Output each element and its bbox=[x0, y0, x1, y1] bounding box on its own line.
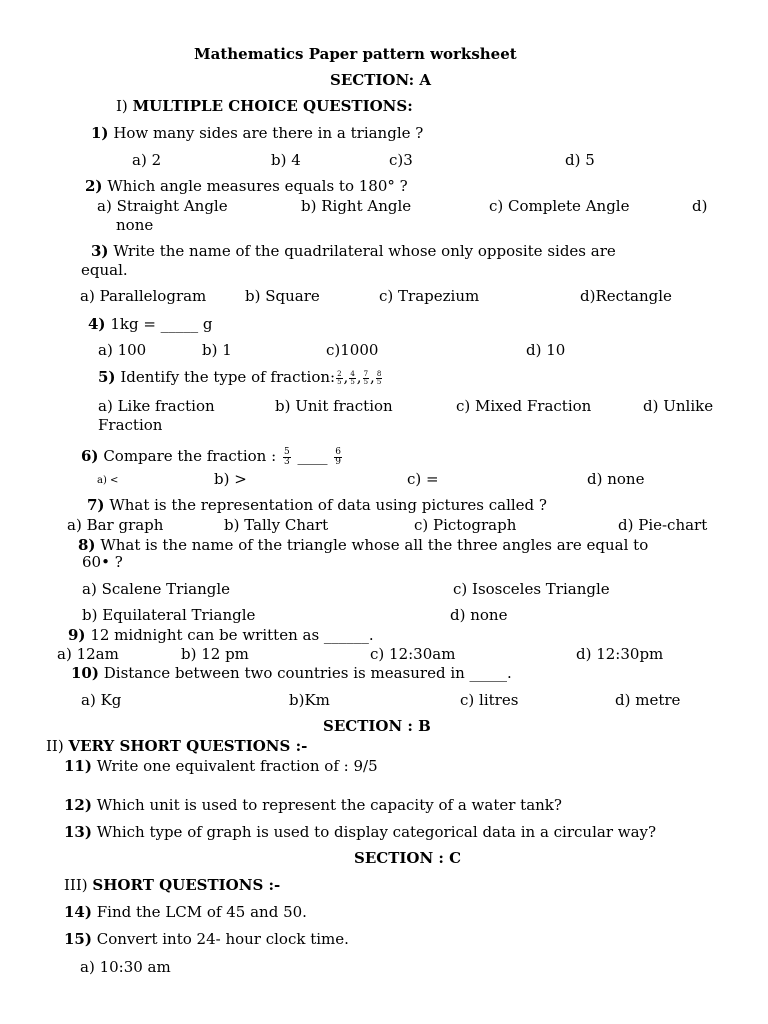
question-11: 11) Write one equivalent fraction of : 9/5 bbox=[64, 757, 378, 775]
question-15: 15) Convert into 24- hour clock time. bbox=[64, 930, 349, 948]
question-3: 3) Write the name of the quadrilateral whose only opposite sides are bbox=[91, 242, 616, 260]
question-10: 10) Distance between two countries is measured in _____. bbox=[71, 664, 512, 682]
q6-option-d: d) none bbox=[587, 470, 645, 488]
q9-option-a: a) 12am bbox=[57, 645, 119, 663]
fraction: $\frac{5}{3}$ bbox=[283, 446, 290, 467]
question-4: 4) 1kg = _____ g bbox=[88, 315, 213, 333]
q6-option-b: b) > bbox=[214, 470, 247, 488]
q10-option-a: a) Kg bbox=[81, 691, 122, 709]
question-13: 13) Which type of graph is used to display categorical data in a circular way? bbox=[64, 823, 657, 841]
question-14: 14) Find the LCM of 45 and 50. bbox=[64, 903, 307, 921]
q3-option-a: a) Parallelogram bbox=[80, 287, 207, 305]
q1-option-a: a) 2 bbox=[132, 151, 162, 169]
question-2: 2) Which angle measures equals to 180° ? bbox=[85, 177, 408, 195]
q9-option-b: b) 12 pm bbox=[181, 645, 249, 663]
q5-option-d-continued: Fraction bbox=[98, 416, 163, 434]
q8-option-a: a) Scalene Triangle bbox=[82, 580, 231, 598]
question-8: 8) What is the name of the triangle whose all the three angles are equal to bbox=[78, 536, 649, 554]
section-c-heading: SECTION : C bbox=[354, 849, 462, 867]
q7-option-d: d) Pie-chart bbox=[618, 516, 708, 534]
q15-part-a: a) 10:30 am bbox=[80, 958, 171, 976]
part-3-heading: III) SHORT QUESTIONS :- bbox=[64, 876, 281, 894]
q7-option-b: b) Tally Chart bbox=[224, 516, 329, 534]
q2-option-d: d) bbox=[692, 197, 708, 215]
q9-option-d: d) 12:30pm bbox=[576, 645, 664, 663]
q9-option-c: c) 12:30am bbox=[370, 645, 456, 663]
q5-option-a: a) Like fraction bbox=[98, 397, 215, 415]
q7-option-a: a) Bar graph bbox=[67, 516, 164, 534]
q3-option-d: d)Rectangle bbox=[580, 287, 672, 305]
q2-option-a: a) Straight Angle bbox=[97, 197, 228, 215]
q5-option-c: c) Mixed Fraction bbox=[456, 397, 592, 415]
q4-option-b: b) 1 bbox=[202, 341, 232, 359]
q2-option-b: b) Right Angle bbox=[301, 197, 412, 215]
fraction: $\frac{6}{9}$ bbox=[335, 446, 341, 467]
q8-option-b: b) Equilateral Triangle bbox=[82, 606, 256, 624]
fraction: $\frac{2}{5}$ bbox=[337, 369, 342, 386]
q8-option-c: c) Isosceles Triangle bbox=[453, 580, 610, 598]
question-5: 5) Identify the type of fraction: $\frac{2}{5}$ , $\frac{4}{5}$ , $\frac{7}{5}$ , $\frac{8}{5}$ bbox=[98, 368, 382, 386]
q1-option-d: d) 5 bbox=[565, 151, 595, 169]
q1-option-b: b) 4 bbox=[271, 151, 301, 169]
q2-option-c: c) Complete Angle bbox=[489, 197, 630, 215]
question-8-continued: 60• ? bbox=[82, 553, 123, 571]
q4-option-c: c)1000 bbox=[326, 341, 379, 359]
question-1: 1) How many sides are there in a triangle ? bbox=[91, 124, 424, 142]
page-title: Mathematics Paper pattern worksheet bbox=[194, 45, 517, 63]
section-a-heading: SECTION: A bbox=[330, 71, 432, 89]
fraction: $\frac{8}{5}$ bbox=[376, 369, 382, 386]
q10-option-d: d) metre bbox=[615, 691, 681, 709]
fraction: $\frac{7}{5}$ bbox=[363, 369, 369, 386]
fraction: $\frac{4}{5}$ bbox=[350, 369, 355, 386]
question-3-continued: equal. bbox=[81, 261, 128, 279]
question-9: 9) 12 midnight can be written as ______. bbox=[68, 626, 374, 644]
q3-option-b: b) Square bbox=[245, 287, 320, 305]
q7-option-c: c) Pictograph bbox=[414, 516, 517, 534]
q3-option-c: c) Trapezium bbox=[379, 287, 480, 305]
q10-option-c: c) litres bbox=[460, 691, 519, 709]
q5-option-b: b) Unit fraction bbox=[275, 397, 393, 415]
q4-option-d: d) 10 bbox=[526, 341, 566, 359]
q10-option-b: b)Km bbox=[289, 691, 330, 709]
q6-option-c: c) = bbox=[407, 470, 439, 488]
part-1-heading: I) MULTIPLE CHOICE QUESTIONS: bbox=[116, 97, 413, 115]
q1-option-c: c)3 bbox=[389, 151, 413, 169]
q4-option-a: a) 100 bbox=[98, 341, 147, 359]
q6-option-a: a) < bbox=[97, 475, 119, 486]
section-b-heading: SECTION : B bbox=[323, 717, 431, 735]
part-2-heading: II) VERY SHORT QUESTIONS :- bbox=[46, 737, 308, 755]
question-6: 6) Compare the fraction : $\frac{5}{3}$ ____ $\frac{6}{9}$ bbox=[81, 446, 341, 467]
q2-option-d-text: none bbox=[116, 216, 154, 234]
q5-option-d: d) Unlike bbox=[643, 397, 714, 415]
question-7: 7) What is the representation of data using pictures called ? bbox=[87, 496, 547, 514]
q8-option-d: d) none bbox=[450, 606, 508, 624]
question-12: 12) Which unit is used to represent the capacity of a water tank? bbox=[64, 796, 562, 814]
